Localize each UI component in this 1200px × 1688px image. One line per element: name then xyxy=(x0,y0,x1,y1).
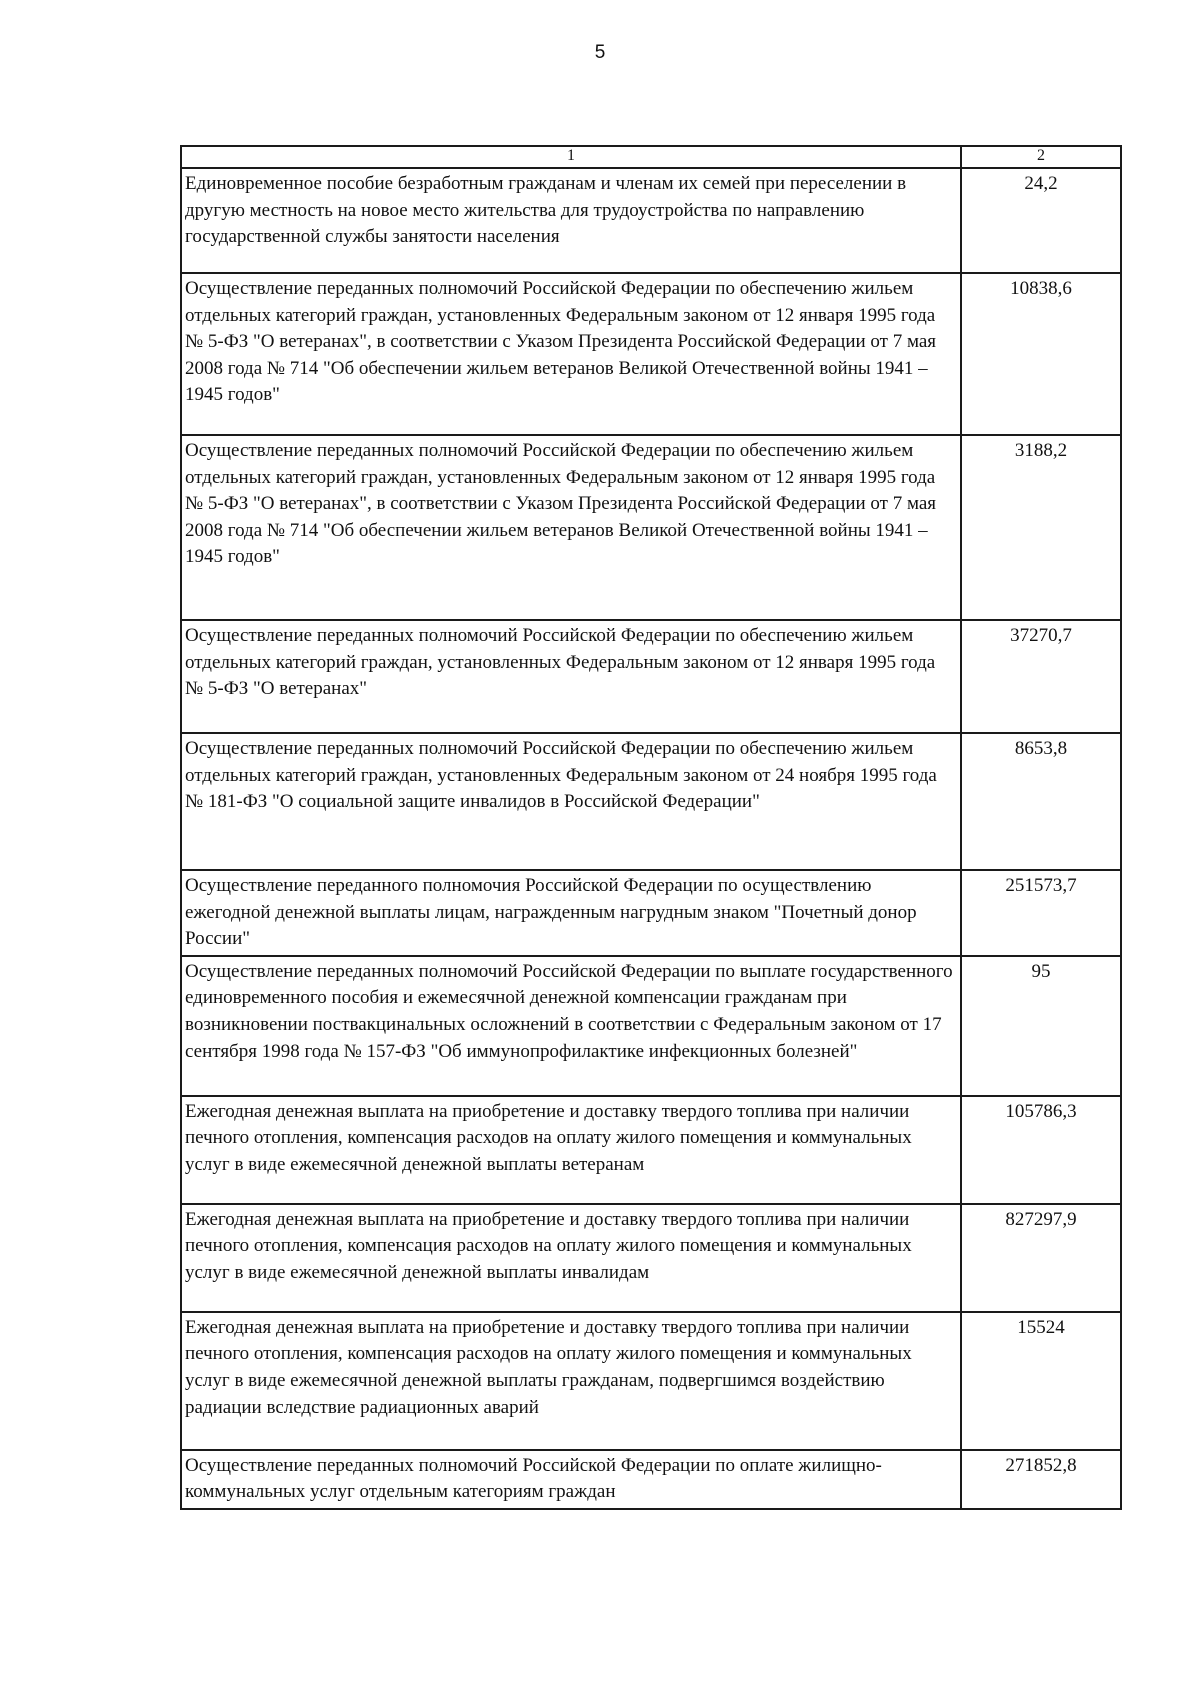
table-row xyxy=(181,733,1121,870)
row-value: 827297,9 xyxy=(961,1204,1121,1312)
row-description: Ежегодная денежная выплата на приобретение и доставку твердого топлива при наличии печного отопления, компенсация расходов на оплату жилого помещения и коммунальных услуг в виде ежемесячной денежной выплаты гражданам, подвергшимся воздействию радиации вследствие радиационных аварий xyxy=(181,1312,961,1450)
row-value: 95 xyxy=(961,956,1121,1096)
row-value: 37270,7 xyxy=(961,620,1121,733)
row-value: 105786,3 xyxy=(961,1096,1121,1204)
row-description: Осуществление переданного полномочия Российской Федерации по осуществлению ежегодной денежной выплаты лицам, награжденным нагрудным знаком "Почетный донор России" xyxy=(181,870,961,956)
table-row xyxy=(181,870,1121,956)
expenditure-table xyxy=(180,145,1122,1510)
row-value: 3188,2 xyxy=(961,435,1121,620)
table-header-row xyxy=(181,146,1121,168)
table-row xyxy=(181,1096,1121,1204)
table-row xyxy=(181,168,1121,273)
column-header: 2 xyxy=(961,146,1121,168)
row-value: 24,2 xyxy=(961,168,1121,273)
row-description: Осуществление переданных полномочий Российской Федерации по обеспечению жильем отдельных категорий граждан, установленных Федеральным законом от 12 января 1995 года № 5-ФЗ "О ветеранах", в соответствии с Указом Президента Российской Федерации от 7 мая 2008 года № 714 "Об обеспечении жильем ветеранов Великой Отечественной войны 1941 – 1945 годов" xyxy=(181,273,961,435)
row-description: Осуществление переданных полномочий Российской Федерации по оплате жилищно-коммунальных услуг отдельным категориям граждан xyxy=(181,1450,961,1509)
row-value: 271852,8 xyxy=(961,1450,1121,1509)
table-row xyxy=(181,1450,1121,1509)
row-description: Единовременное пособие безработным гражданам и членам их семей при переселении в другую местность на новое место жительства для трудоустройства по направлению государственной службы занятости населения xyxy=(181,168,961,273)
row-description: Осуществление переданных полномочий Российской Федерации по выплате государственного единовременного пособия и ежемесячной денежной компенсации гражданам при возникновении поствакцинальных осложнений в соответствии с Федеральным законом от 17 сентября 1998 года № 157-ФЗ "Об иммунопрофилактике инфекционных болезней" xyxy=(181,956,961,1096)
table-row xyxy=(181,620,1121,733)
column-header: 1 xyxy=(181,146,961,168)
row-value: 251573,7 xyxy=(961,870,1121,956)
table-row xyxy=(181,1204,1121,1312)
row-description: Осуществление переданных полномочий Российской Федерации по обеспечению жильем отдельных категорий граждан, установленных Федеральным законом от 24 ноября 1995 года № 181-ФЗ "О социальной защите инвалидов в Российской Федерации" xyxy=(181,733,961,870)
table-row xyxy=(181,435,1121,620)
row-value: 10838,6 xyxy=(961,273,1121,435)
table-row xyxy=(181,956,1121,1096)
table-row xyxy=(181,1312,1121,1450)
row-value: 8653,8 xyxy=(961,733,1121,870)
row-description: Осуществление переданных полномочий Российской Федерации по обеспечению жильем отдельных категорий граждан, установленных Федеральным законом от 12 января 1995 года № 5-ФЗ "О ветеранах", в соответствии с Указом Президента Российской Федерации от 7 мая 2008 года № 714 "Об обеспечении жильем ветеранов Великой Отечественной войны 1941 – 1945 годов" xyxy=(181,435,961,620)
row-description: Ежегодная денежная выплата на приобретение и доставку твердого топлива при наличии печного отопления, компенсация расходов на оплату жилого помещения и коммунальных услуг в виде ежемесячной денежной выплаты ветеранам xyxy=(181,1096,961,1204)
page-number: 5 xyxy=(594,42,606,63)
row-description: Ежегодная денежная выплата на приобретение и доставку твердого топлива при наличии печного отопления, компенсация расходов на оплату жилого помещения и коммунальных услуг в виде ежемесячной денежной выплаты инвалидам xyxy=(181,1204,961,1312)
row-description: Осуществление переданных полномочий Российской Федерации по обеспечению жильем отдельных категорий граждан, установленных Федеральным законом от 12 января 1995 года № 5-ФЗ "О ветеранах" xyxy=(181,620,961,733)
table-row xyxy=(181,273,1121,435)
row-value: 15524 xyxy=(961,1312,1121,1450)
